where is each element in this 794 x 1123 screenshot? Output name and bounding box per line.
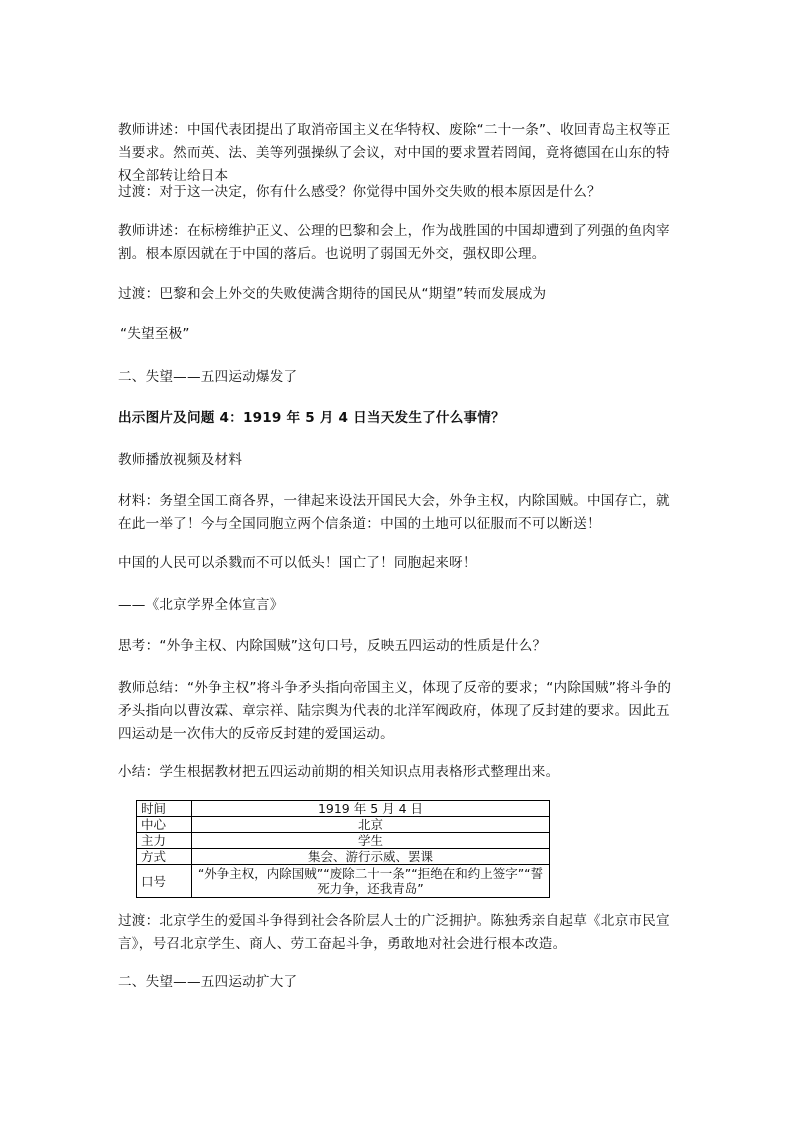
- table-row: [137, 801, 550, 817]
- table-key-cell: 中心: [137, 817, 192, 833]
- table-value-cell: “外争主权，内除国贼”“废除二十一条”“拒绝在和约上签字”“誓死力争，还我青岛”: [192, 865, 550, 898]
- table-row: [137, 865, 550, 898]
- table-value-cell: 1919 年 5 月 4 日: [192, 801, 550, 817]
- table-row: [137, 833, 550, 849]
- quote-line: “失望至极”: [120, 326, 190, 342]
- table-key-cell: 主力: [137, 833, 192, 849]
- teacher-narration-paragraph-2: 教师讲述：在标榜维护正义、公理的巴黎和会上，作为战胜国的中国却遭到了列强的鱼肉宰割。根本原因就在于中国的落后。也说明了弱国无外交，强权即公理。: [118, 223, 670, 262]
- table-key-cell: 时间: [137, 801, 192, 817]
- section-heading-expansion: 二、失望——五四运动扩大了: [118, 974, 298, 990]
- table-key-cell: 方式: [137, 849, 192, 865]
- table-key-cell: 口号: [137, 865, 192, 898]
- teacher-narration-paragraph: 教师讲述：中国代表团提出了取消帝国主义在华特权、废除“二十一条”、收回青岛主权等正当要求。然而英、法、美等列强操纵了会议，对中国的要求置若罔闻，竟将德国在山东的特权全部转让给日本: [118, 122, 671, 184]
- source-citation: ——《北京学界全体宣言》: [118, 597, 284, 613]
- thinking-question: 思考：“外争主权、内除国贼”这句口号，反映五四运动的性质是什么？: [118, 638, 547, 654]
- transition-paragraph-2: 过渡：北京学生的爱国斗争得到社会各阶层人士的广泛拥护。陈独秀亲自起草《北京市民宣言》，号召北京学生、商人、劳工奋起斗争，勇敢地对社会进行根本改造。: [118, 913, 670, 952]
- video-material-paragraph: 教师播放视频及材料: [118, 452, 243, 468]
- material-continuation: 中国的人民可以杀戮而不可以低头！国亡了！同胞起来呀！: [118, 555, 477, 571]
- section-heading-outbreak: 二、失望——五四运动爆发了: [118, 369, 298, 385]
- table-value-cell: 学生: [192, 833, 550, 849]
- transition-paragraph: 过渡：巴黎和会上外交的失败使满含期待的国民从“期望”转而发展成为: [118, 286, 547, 302]
- table-value-cell: 集会、游行示威、罢课: [192, 849, 550, 865]
- may-fourth-summary-table: [136, 800, 550, 898]
- table-row: [137, 817, 550, 833]
- transition-question-paragraph: 过渡：对于这一决定，你有什么感受？你觉得中国外交失败的根本原因是什么？: [118, 184, 601, 200]
- question-4-paragraph: 出示图片及问题 4：1919 年 5 月 4 日当天发生了什么事情？: [118, 410, 505, 426]
- material-paragraph: 材料：务望全国工商各界，一律起来设法开国民大会，外争主权，内除国贼。中国存亡，就在此一举了！今与全国同胞立两个信条道：中国的土地可以征服而不可以断送！: [118, 493, 670, 532]
- table-row: [137, 849, 550, 865]
- summary-intro: 小结：学生根据教材把五四运动前期的相关知识点用表格形式整理出来。: [118, 764, 560, 780]
- table-value-cell: 北京: [192, 817, 550, 833]
- teacher-summary-paragraph: 教师总结：“外争主权”将斗争矛头指向帝国主义，体现了反帝的要求；“内除国贼”将斗争的矛头指向以曹汝霖、章宗祥、陆宗舆为代表的北洋军阀政府，体现了反封建的要求。因此五四运动是一次伟大的反帝反封建的爱国运动。: [118, 680, 672, 742]
